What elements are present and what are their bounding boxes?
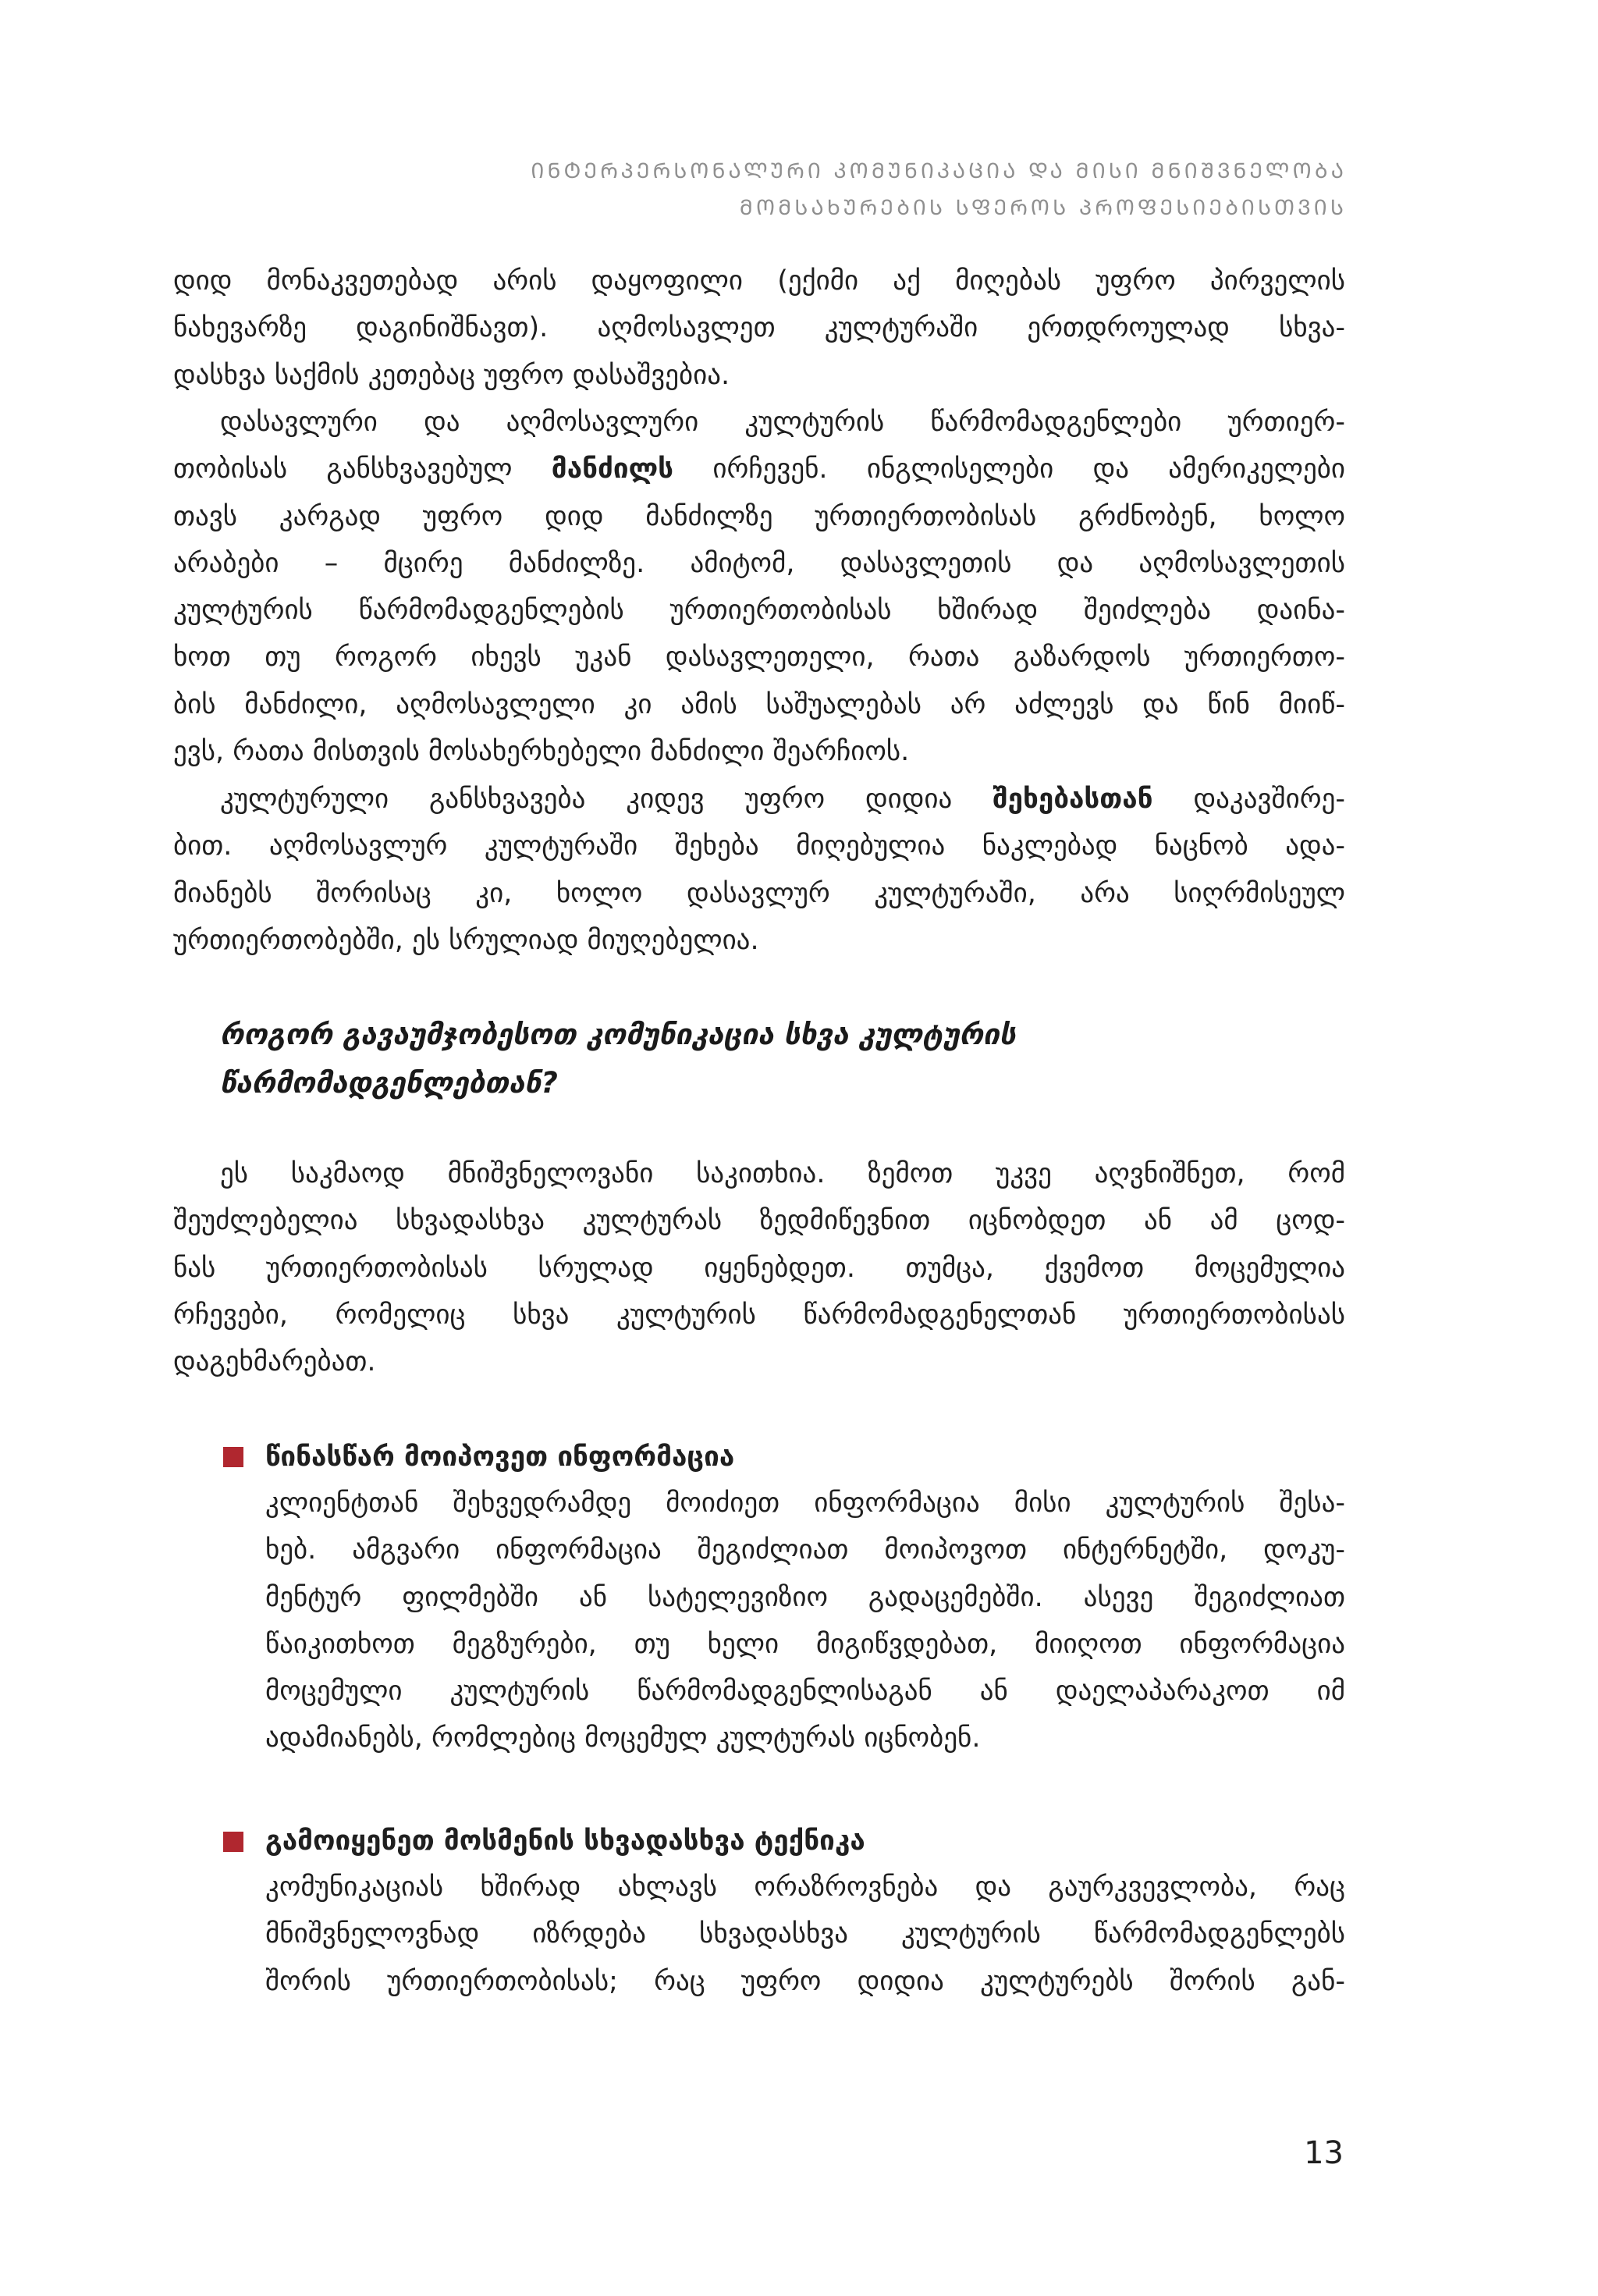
text-line: შორის ურთიერთობისას; რაც უფრო დიდია კულტურებს შორის გან- [265,1965,1345,1997]
section-heading-line-1: როგორ გავაუმჯობესოთ კომუნიკაცია სხვა კულტურის [220,1018,1016,1051]
running-header-line-2: ᲛᲝᲛᲡᲐᲮᲣᲠᲔᲑᲘᲡ ᲡᲤᲔᲠᲝᲡ ᲞᲠᲝᲤᲔᲡᲘᲔᲑᲘᲡᲗᲕᲘᲡ [739,196,1347,220]
text-line: დასხვა საქმის კეთებაც უფრო დასაშვებია. [173,359,730,391]
text-line: ბის მანძილი, აღმოსავლელი კი ამის საშუალებას არ აძლევს და წინ მიიწ- [173,688,1345,720]
paragraph-1 [173,258,1345,399]
bullet-title: წინასწარ მოიპოვეთ ინფორმაცია [265,1441,735,1473]
text-line [173,446,1345,492]
text-line: რჩევები, რომელიც სხვა კულტურის წარმომადგენელთან ურთიერთობისას [173,1299,1345,1331]
paragraph-2 [173,399,1345,775]
text-line: ურთიერთობებში, ეს სრულიად მიუღებელია. [173,924,759,956]
text-fragment: დასავლური და აღმოსავლური კულტურის წარმომადგენლები ურთიერ- [220,407,1345,438]
text-line: მიანებს შორისაც კი, ხოლო დასავლურ კულტურაში, არა სიღრმისეულ [173,877,1345,909]
bullet-body [265,1480,1345,1762]
text-line: ნახევარზე დაგინიშნავთ). აღმოსავლეთ კულტურაში ერთდროულად სხვა- [173,312,1345,344]
text-fragment: ირჩევენ. ინგლისელები და ამერიკელები [673,453,1345,485]
text-line: მნიშვნელოვნად იზრდება სხვადასხვა კულტურის წარმომადგენლებს [265,1918,1345,1950]
paragraph-4 [173,1150,1345,1385]
text-line [173,776,1345,823]
section-heading [220,1011,1016,1107]
text-line: ადამიანებს, რომლებიც მოცემულ კულტურას იცნობენ. [265,1722,981,1754]
text-line: თავს კარგად უფრო დიდ მანძილზე ურთიერთობისას გრძნობენ, ხოლო [173,500,1345,532]
page-number: 13 [1304,2135,1344,2171]
bullet-body [265,1864,1345,2005]
bold-term: შეხებასთან [993,784,1153,815]
text-line: ბით. აღმოსავლურ კულტურაში შეხება მიღებულია ნაკლებად ნაცნობ ადა- [173,830,1345,862]
text-line: ნას ურთიერთობისას სრულად იყენებდეთ. თუმცა, ქვემოთ მოცემულია [173,1252,1345,1284]
running-header [531,153,1347,226]
text-line: კომუნიკაციას ხშირად ახლავს ორაზროვნება და გაურკვევლობა, რაც [265,1871,1345,1903]
text-line: კლიენტთან შეხვედრამდე მოიძიეთ ინფორმაცია მისი კულტურის შესა- [265,1487,1345,1519]
bullet-square-icon [223,1832,243,1852]
text-line: კულტურის წარმომადგენლების ურთიერთობისას ხშირად შეიძლება დაინა- [173,595,1345,627]
text-line [173,1150,1345,1197]
paragraph-3 [173,776,1345,964]
text-line: მოცემული კულტურის წარმომადგენლისაგან ან დაელაპარაკოთ იმ [265,1676,1345,1708]
text-line: ხოთ თუ როგორ იხევს უკან დასავლეთელი, რათა გაზარდოს ურთიერთო- [173,642,1345,674]
bold-term: მანძილს [551,453,674,485]
text-line: დაგეხმარებათ. [173,1346,376,1378]
text-fragment: თობისას განსხვავებულ [173,453,552,485]
bullet-title: გამოიყენეთ მოსმენის სხვადასხვა ტექნიკა [265,1825,865,1857]
text-line: დიდ მონაკვეთებად არის დაყოფილი (ექიმი აქ მიღებას უფრო პირველის [173,265,1345,297]
bullet-square-icon [223,1447,243,1467]
text-fragment: კულტურული განსხვავება კიდევ უფრო დიდია [220,784,993,815]
text-fragment: დაკავშირე- [1152,784,1345,815]
text-line [173,399,1345,446]
text-line: ხებ. ამგვარი ინფორმაცია შეგიძლიათ მოიპოვოთ ინტერნეტში, დოკუ- [265,1534,1345,1566]
text-line: არაბები – მცირე მანძილზე. ამიტომ, დასავლეთის და აღმოსავლეთის [173,547,1345,579]
section-heading-line-2: წარმომადგენლებთან? [220,1066,558,1100]
text-line: ევს, რათა მისთვის მოსახერხებელი მანძილი შეარჩიოს. [173,736,910,768]
running-header-line-1: ᲘᲜᲢᲔᲠᲞᲔᲠᲡᲝᲜᲐᲚᲣᲠᲘ ᲙᲝᲛᲣᲜᲘᲙᲐᲪᲘᲐ ᲓᲐ ᲛᲘᲡᲘ ᲛᲜᲘᲨᲕᲜᲔᲚᲝᲑᲐ [531,159,1347,183]
text-line: წაიკითხოთ მეგზურები, თუ ხელი მიგიწვდებათ, მიიღოთ ინფორმაცია [265,1628,1345,1660]
text-line: შეუძლებელია სხვადასხვა კულტურას ზედმიწევნით იცნობდეთ ან ამ ცოდ- [173,1205,1345,1237]
text-line: მენტურ ფილმებში ან სატელევიზიო გადაცემებში. ასევე შეგიძლიათ [265,1581,1345,1613]
text-fragment: ეს საკმაოდ მნიშვნელოვანი საკითხია. ზემოთ უკვე აღვნიშნეთ, რომ [220,1158,1345,1189]
